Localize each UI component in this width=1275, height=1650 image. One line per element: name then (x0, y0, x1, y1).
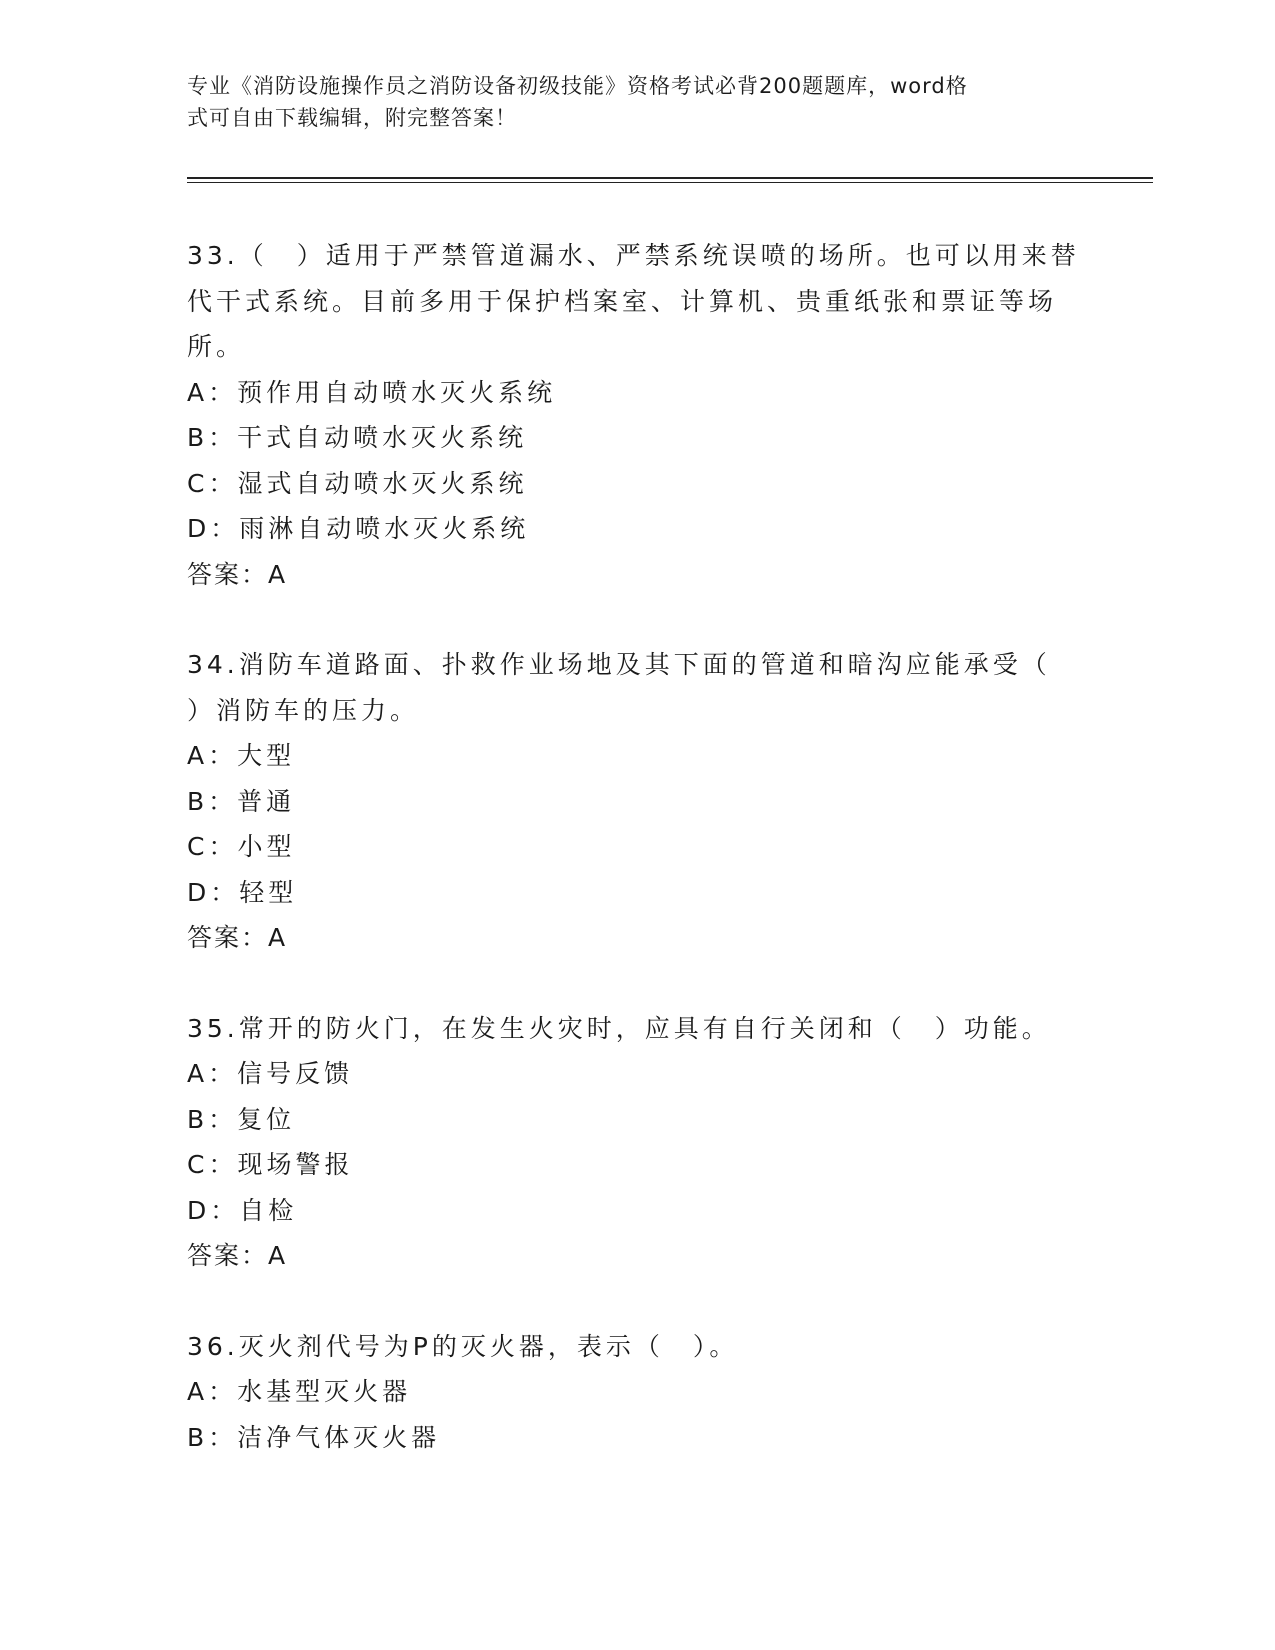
option-d: D：自检 (187, 1195, 298, 1225)
question-text: 36.灭火剂代号为P的灭火器，表示（ ）。 (187, 1331, 739, 1361)
option-b: B：复位 (187, 1104, 296, 1134)
option-d: D：轻型 (187, 877, 298, 907)
option-c: C：现场警报 (187, 1150, 354, 1179)
question-text: ）消防车的压力。 (187, 695, 420, 725)
header-title-line-1: 专业《消防设施操作员之消防设备初级技能》资格考试必背200题题库，word格 (187, 74, 968, 98)
option-c: C：湿式自动喷水灭火系统 (187, 468, 528, 498)
option-b: B：洁净气体灭火器 (187, 1422, 441, 1452)
option-a: A：大型 (187, 741, 296, 770)
question-text: 代干式系统。目前多用于保护档案室、计算机、贵重纸张和票证等场 (187, 286, 1058, 316)
answer-label: 答案：A (187, 559, 288, 589)
answer-label: 答案：A (187, 1241, 288, 1270)
question-35 (187, 1006, 1087, 1279)
question-text: 34.消防车道路面、扑救作业场地及其下面的管道和暗沟应能承受（ (187, 650, 1051, 679)
question-text: 所。 (187, 332, 246, 361)
answer-label: 答案：A (187, 923, 288, 952)
option-a: A：水基型灭火器 (187, 1377, 412, 1406)
question-34 (187, 642, 1087, 961)
question-text: 33.（ ）适用于严禁管道漏水、严禁系统误喷的场所。也可以用来替 (187, 241, 1080, 270)
question-text: 35.常开的防火门，在发生火灾时，应具有自行关闭和（ ）功能。 (187, 1013, 1051, 1043)
header-title-line-2: 式可自由下载编辑，附完整答案！ (187, 106, 517, 130)
option-b: B：干式自动喷水灭火系统 (187, 423, 528, 452)
option-a: A：预作用自动喷水灭火系统 (187, 377, 557, 407)
option-d: D：雨淋自动喷水灭火系统 (187, 514, 530, 543)
option-c: C：小型 (187, 832, 296, 861)
document-header (187, 70, 1067, 134)
header-divider-thin (187, 182, 1153, 183)
question-33 (187, 233, 1087, 597)
option-a: A：信号反馈 (187, 1059, 354, 1088)
option-b: B：普通 (187, 786, 296, 816)
question-36 (187, 1324, 1087, 1461)
question-list (187, 233, 1087, 1505)
header-divider-thick (187, 177, 1153, 179)
